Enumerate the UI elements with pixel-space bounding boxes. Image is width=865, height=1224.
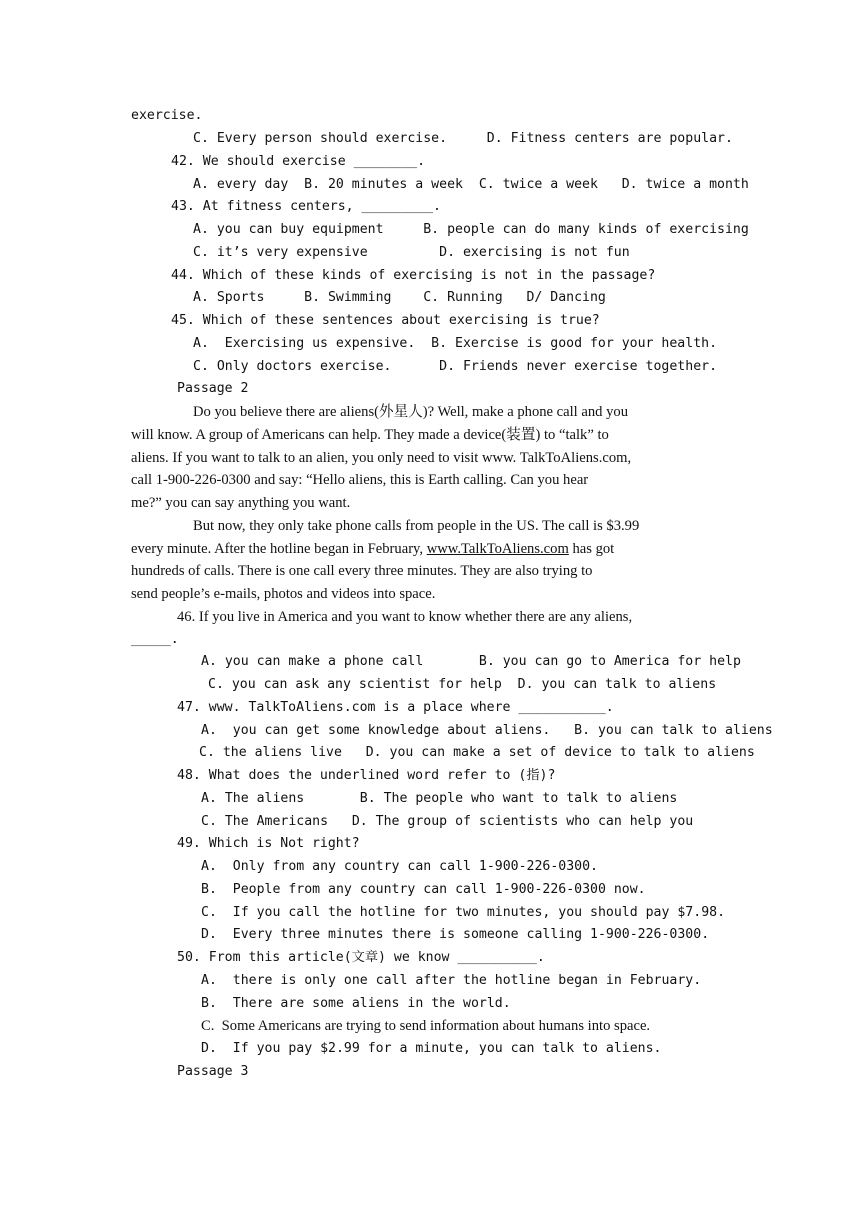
answer-options-q46: A. you can make a phone call B. you can go to America for help	[201, 654, 741, 669]
passage-text: call 1-900-226-0300 and say: “Hello aliens, this is Earth calling. Can you hear	[131, 472, 589, 488]
answer-options-q45: A. Exercising us expensive. B. Exercise is good for your health.	[193, 336, 718, 351]
answer-option-q49-b: B. People from any country can call 1-900-226-0300 now.	[201, 882, 646, 897]
question-44: 44. Which of these kinds of exercising is not in the passage?	[171, 268, 656, 283]
answer-option-q49-d: D. Every three minutes there is someone calling 1-900-226-0300.	[201, 927, 710, 942]
answer-option-q50-a: A. there is only one call after the hotline began in February.	[201, 973, 702, 988]
passage-text-segment: every minute. After the hotline began in February,	[131, 541, 427, 557]
text-line: exercise.	[131, 108, 203, 123]
passage-text: will know. A group of Americans can help. They made a device(装置) to “talk” to	[131, 427, 609, 443]
answer-option-q50-b: B. There are some aliens in the world.	[201, 996, 511, 1011]
question-50: 50. From this article(文章) we know __________.	[177, 950, 545, 965]
question-43: 43. At fitness centers, _________.	[171, 199, 441, 214]
question-46-blank: _____.	[131, 632, 179, 647]
answer-options-q41: C. Every person should exercise. D. Fitness centers are popular.	[193, 131, 733, 146]
passage-text: aliens. If you want to talk to an alien, you only need to visit www. TalkToAliens.com,	[131, 450, 632, 466]
question-42: 42. We should exercise ________.	[171, 154, 426, 169]
passage-text-segment: has got	[568, 541, 615, 557]
answer-options-q48: A. The aliens B. The people who want to talk to aliens	[201, 791, 678, 806]
answer-option-q49-c: C. If you call the hotline for two minutes, you should pay $7.98.	[201, 905, 726, 920]
passage-heading: Passage 2	[177, 381, 249, 396]
answer-options-q44: A. Sports B. Swimming C. Running D/ Dancing	[193, 290, 606, 305]
answer-option-q49-a: A. Only from any country can call 1-900-226-0300.	[201, 859, 598, 874]
answer-options-q46: C. you can ask any scientist for help D. you can talk to aliens	[208, 677, 717, 692]
passage-text: hundreds of calls. There is one call every three minutes. They are also trying to	[131, 563, 593, 579]
passage-text: send people’s e-mails, photos and videos into space.	[131, 586, 436, 602]
answer-option-q50-c: C. Some Americans are trying to send information about humans into space.	[201, 1018, 651, 1034]
passage-text: Do you believe there are aliens(外星人)? Well, make a phone call and you	[193, 404, 628, 420]
answer-option-q50-d: D. If you pay $2.99 for a minute, you can talk to aliens.	[201, 1041, 662, 1056]
question-48: 48. What does the underlined word refer to (指)?	[177, 768, 556, 783]
question-47: 47. www. TalkToAliens.com is a place where ___________.	[177, 700, 614, 715]
passage-text: me?” you can say anything you want.	[131, 495, 351, 511]
answer-options-q45: C. Only doctors exercise. D. Friends never exercise together.	[193, 359, 718, 374]
answer-options-q42: A. every day B. 20 minutes a week C. twice a week D. twice a month	[193, 177, 749, 192]
answer-options-q47: A. you can get some knowledge about aliens. B. you can talk to aliens	[201, 723, 773, 738]
passage-text: But now, they only take phone calls from people in the US. The call is $3.99	[193, 518, 640, 534]
question-49: 49. Which is Not right?	[177, 836, 360, 851]
question-46: 46. If you live in America and you want to know whether there are any aliens,	[177, 609, 633, 625]
passage-heading: Passage 3	[177, 1064, 249, 1079]
answer-options-q43: C. it’s very expensive D. exercising is not fun	[193, 245, 630, 260]
underlined-website-link: www.TalkToAliens.com	[426, 541, 569, 557]
passage-text	[131, 538, 614, 560]
answer-options-q48: C. The Americans D. The group of scientists who can help you	[201, 814, 694, 829]
answer-options-q43: A. you can buy equipment B. people can do many kinds of exercising	[193, 222, 749, 237]
answer-options-q47: C. the aliens live D. you can make a set of device to talk to aliens	[199, 745, 755, 760]
question-45: 45. Which of these sentences about exercising is true?	[171, 313, 600, 328]
